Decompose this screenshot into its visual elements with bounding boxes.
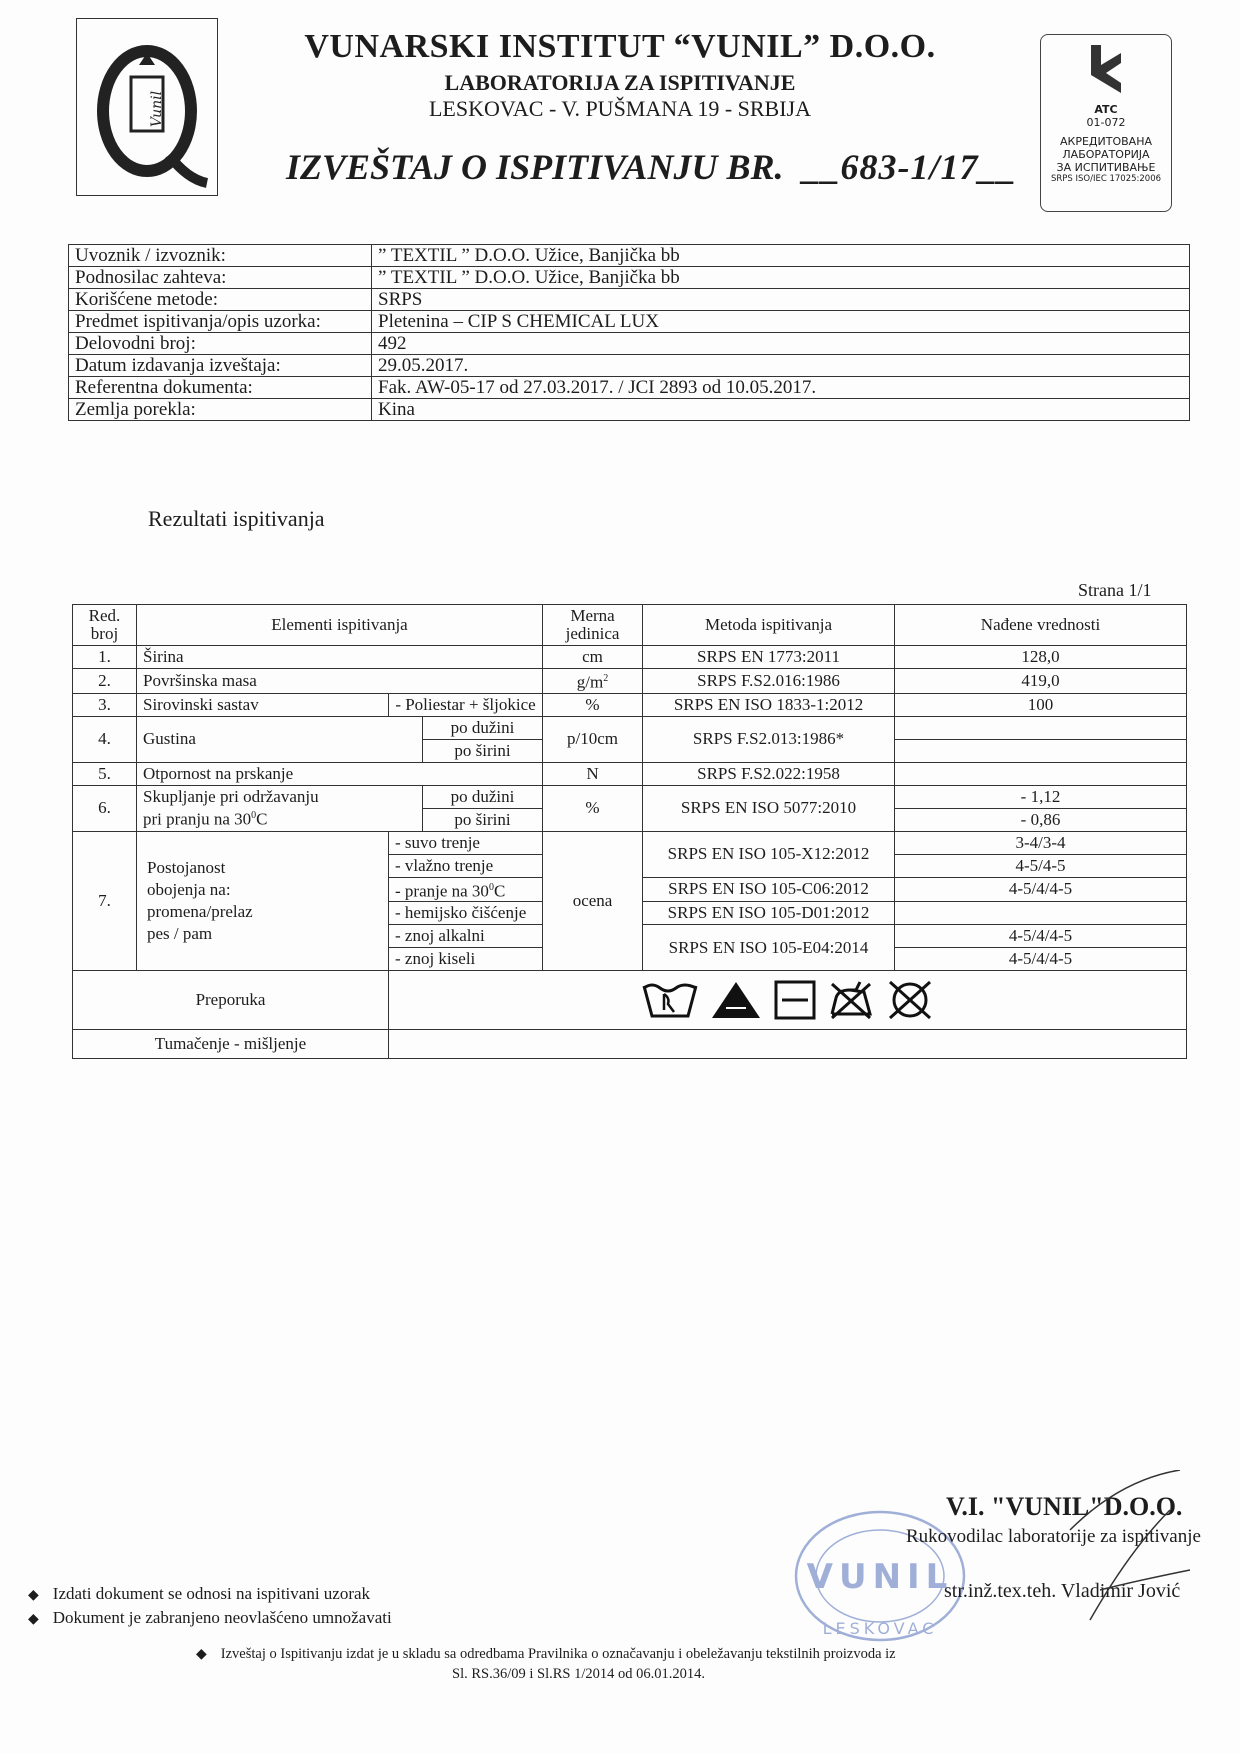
row-name: Sirovinski sastav xyxy=(137,693,389,716)
table-row xyxy=(73,646,1187,669)
row-no: 5. xyxy=(73,762,137,785)
footer-organization: V.I. "VUNIL"D.O.O. xyxy=(946,1492,1183,1521)
header-value: Nađene vrednosti xyxy=(895,605,1187,646)
info-table xyxy=(68,244,1190,421)
info-row xyxy=(69,311,1190,333)
info-row xyxy=(69,289,1190,311)
atc-code: 01-072 xyxy=(1086,116,1126,129)
row-name: Gustina xyxy=(137,716,423,762)
header-no: Red. broj xyxy=(73,605,137,646)
info-label: Datum izdavanja izveštaja: xyxy=(69,355,372,377)
row-no: 7. xyxy=(73,831,137,971)
iron-prohibited-icon xyxy=(826,978,876,1022)
page-label: Strana 1/1 xyxy=(1078,580,1152,600)
opinion-row xyxy=(73,1030,1187,1059)
info-row xyxy=(69,355,1190,377)
info-value: ” TEXTIL ” D.O.O. Užice, Banjička bb xyxy=(372,245,1190,267)
atc-label: ATC xyxy=(1094,103,1118,116)
report-title: IZVEŠTAJ O ISPITIVANJU BR. __683-1/17__ xyxy=(286,147,1017,187)
results-header-row xyxy=(73,605,1187,646)
table-row xyxy=(73,716,1187,739)
institute-name: VUNARSKI INSTITUT “VUNIL” D.O.O. xyxy=(304,28,936,65)
opinion-label: Tumačenje - mišljenje xyxy=(73,1030,389,1059)
row-name: Postojanost obojenja na: promena/prelaz pes / pam xyxy=(137,831,389,971)
row-sub: po širini xyxy=(423,808,543,831)
tumble-dry-prohibited-icon xyxy=(772,978,818,1022)
recommendation-row xyxy=(73,971,1187,1030)
table-row xyxy=(73,669,1187,694)
legal-note-line2: Sl. RS.36/09 i Sl.RS 1/2014 od 06.01.2014. xyxy=(452,1666,705,1682)
table-row xyxy=(73,762,1187,785)
accreditation-standard: SRPS ISO/IEC 17025:2006 xyxy=(1050,174,1162,184)
row-method: SRPS EN 1773:2011 xyxy=(643,646,895,669)
report-number: 683-1/17 xyxy=(840,147,979,187)
row-name: Otpornost na prskanje xyxy=(137,762,543,785)
info-label: Podnosilac zahteva: xyxy=(69,267,372,289)
info-row xyxy=(69,377,1190,399)
info-label: Korišćene metode: xyxy=(69,289,372,311)
signature-mark xyxy=(1060,1470,1200,1630)
svg-text:LESKOVAC: LESKOVAC xyxy=(822,1619,938,1638)
info-label: Uvoznik / izvoznik: xyxy=(69,245,372,267)
accreditation-badge xyxy=(1040,34,1172,212)
row-sub: po širini xyxy=(423,739,543,762)
row-no: 3. xyxy=(73,693,137,716)
row-sub: - vlažno trenje xyxy=(389,854,543,877)
row-unit: N xyxy=(543,762,643,785)
row-method: SRPS F.S2.013:1986* xyxy=(643,716,895,762)
row-value: 3-4/3-4 xyxy=(895,831,1187,854)
row-sub: po dužini xyxy=(423,716,543,739)
table-row xyxy=(73,831,1187,854)
info-value: ” TEXTIL ” D.O.O. Užice, Banjička bb xyxy=(372,267,1190,289)
row-value: 4-5/4-5 xyxy=(895,854,1187,877)
row-no: 1. xyxy=(73,646,137,669)
header-method: Metoda ispitivanja xyxy=(643,605,895,646)
footer-role: Rukovodilac laboratorije za ispitivanje xyxy=(906,1526,1201,1547)
header-element: Elementi ispitivanja xyxy=(137,605,543,646)
opinion-value xyxy=(389,1030,1187,1059)
row-value: 4-5/4/4-5 xyxy=(895,877,1187,902)
row-value: - 0,86 xyxy=(895,808,1187,831)
row-sub: - pranje na $30^0C$ xyxy=(389,877,543,902)
row-value: 4-5/4/4-5 xyxy=(895,925,1187,948)
row-name: Širina xyxy=(137,646,543,669)
legal-note: ◆ Izveštaj o Ispitivanju izdat je u skladu sa odredbama Pravilnika o označavanju i obeležavanju tekstilnih proizvoda iz xyxy=(196,1646,896,1662)
row-unit: % xyxy=(543,693,643,716)
row-value: 128,0 xyxy=(895,646,1187,669)
row-sub: - hemijsko čišćenje xyxy=(389,902,543,925)
institute-logo xyxy=(76,18,218,196)
info-value: 29.05.2017. xyxy=(372,355,1190,377)
accreditation-line-1: АКРЕДИТОВАНА xyxy=(1060,135,1152,148)
dry-clean-prohibited-icon xyxy=(884,978,936,1022)
results-table xyxy=(72,604,1187,1059)
footer-note: ◆ Izdati dokument se odnosi na ispitivani uzorak xyxy=(28,1584,371,1603)
row-value: 100 xyxy=(895,693,1187,716)
row-name: Skupljanje pri održavanju pri pranju na $30^0C$ xyxy=(137,785,423,831)
lab-address: LESKOVAC - V. PUŠMANA 19 - SRBIJA xyxy=(428,96,812,121)
bleach-icon xyxy=(708,978,764,1022)
row-sub: - znoj kiseli xyxy=(389,948,543,971)
svg-text:Vunil: Vunil xyxy=(149,90,165,128)
header-unit: Merna jedinica xyxy=(543,605,643,646)
report-title-prefix: IZVEŠTAJ O ISPITIVANJU BR. xyxy=(286,147,784,187)
recommendation-label: Preporuka xyxy=(73,971,389,1030)
row-value: - 1,12 xyxy=(895,785,1187,808)
row-method: SRPS EN ISO 105-D01:2012 xyxy=(643,902,895,925)
row-unit: ocena xyxy=(543,831,643,971)
row-method: SRPS EN ISO 105-E04:2014 xyxy=(643,925,895,971)
table-row xyxy=(73,693,1187,716)
row-method: SRPS F.S2.016:1986 xyxy=(643,669,895,694)
info-label: Delovodni broj: xyxy=(69,333,372,355)
row-method: SRPS F.S2.022:1958 xyxy=(643,762,895,785)
row-value: 4-5/4/4-5 xyxy=(895,948,1187,971)
row-unit: $g/m^2$ xyxy=(543,669,643,694)
row-value: 419,0 xyxy=(895,669,1187,694)
row-sub: - suvo trenje xyxy=(389,831,543,854)
row-value xyxy=(895,716,1187,739)
official-stamp xyxy=(790,1484,970,1664)
table-row xyxy=(73,785,1187,808)
row-value xyxy=(895,902,1187,925)
svg-text:VUNIL: VUNIL xyxy=(806,1557,954,1597)
row-no: 6. xyxy=(73,785,137,831)
info-row xyxy=(69,267,1190,289)
care-symbols xyxy=(389,971,1187,1030)
lab-name: LABORATORIJA ZA ISPITIVANJE xyxy=(444,70,796,95)
info-label: Zemlja porekla: xyxy=(69,399,372,421)
results-heading: Rezultati ispitivanja xyxy=(148,506,325,531)
row-value xyxy=(895,739,1187,762)
row-unit: p/10cm xyxy=(543,716,643,762)
row-no: 2. xyxy=(73,669,137,694)
footer-note: ◆ Dokument je zabranjeno neovlašćeno umnožavati xyxy=(28,1608,392,1627)
info-row xyxy=(69,245,1190,267)
row-method: SRPS EN ISO 105-C06:2012 xyxy=(643,877,895,902)
row-method: SRPS EN ISO 5077:2010 xyxy=(643,785,895,831)
row-method: SRPS EN ISO 105-X12:2012 xyxy=(643,831,895,877)
info-row xyxy=(69,399,1190,421)
row-no: 4. xyxy=(73,716,137,762)
row-name: Površinska masa xyxy=(137,669,543,694)
info-value: SRPS xyxy=(372,289,1190,311)
accreditation-line-3: ЗА ИСПИТИВАЊЕ xyxy=(1056,161,1156,174)
info-value: 492 xyxy=(372,333,1190,355)
accreditation-logo-icon xyxy=(1081,41,1131,97)
row-sub: po dužini xyxy=(423,785,543,808)
row-sub: - Poliestar + šljokice xyxy=(389,693,543,716)
row-unit: % xyxy=(543,785,643,831)
info-value: Fak. AW-05-17 od 27.03.2017. / JCI 2893 od 10.05.2017. xyxy=(372,377,1190,399)
info-value: Kina xyxy=(372,399,1190,421)
wash-30-icon xyxy=(640,978,700,1022)
row-method: SRPS EN ISO 1833-1:2012 xyxy=(643,693,895,716)
row-unit: cm xyxy=(543,646,643,669)
info-label: Predmet ispitivanja/opis uzorka: xyxy=(69,311,372,333)
accreditation-line-2: ЛАБОРАТОРИЈА xyxy=(1062,148,1150,161)
footer-signer: str.inž.tex.teh. Vladimir Jović xyxy=(944,1580,1181,1602)
row-sub: - znoj alkalni xyxy=(389,925,543,948)
info-label: Referentna dokumenta: xyxy=(69,377,372,399)
row-value xyxy=(895,762,1187,785)
info-value: Pletenina – CIP S CHEMICAL LUX xyxy=(372,311,1190,333)
info-row xyxy=(69,333,1190,355)
